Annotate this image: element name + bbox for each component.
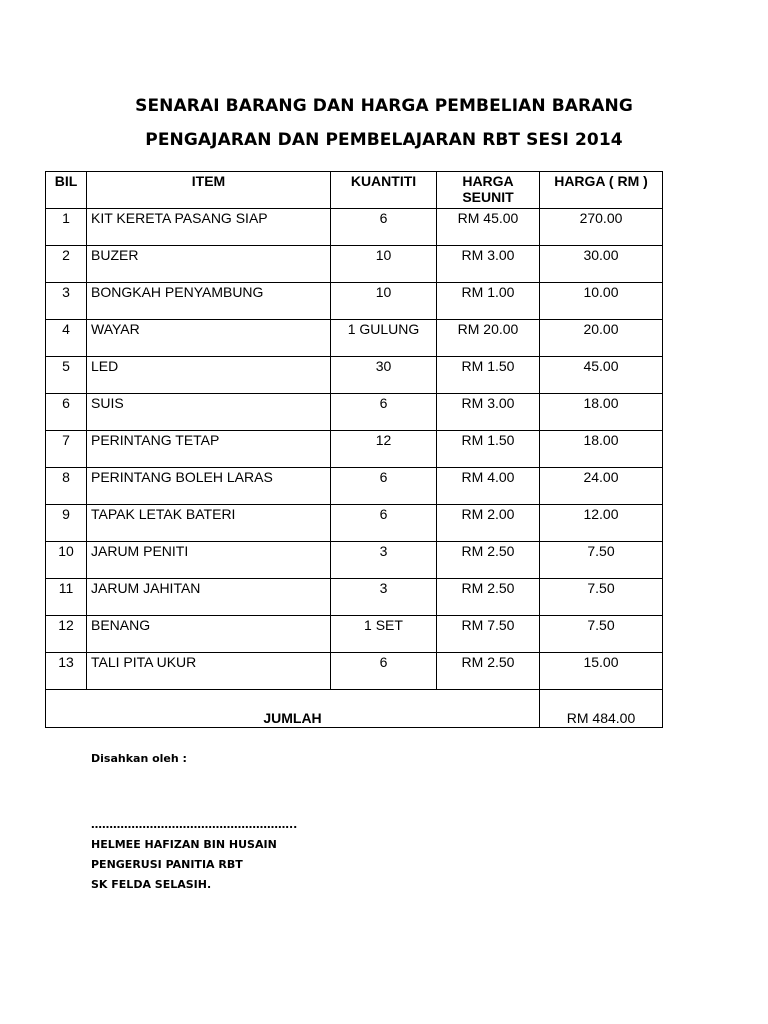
cell-kuantiti: 12: [331, 431, 437, 468]
cell-kuantiti: 3: [331, 542, 437, 579]
cell-harga-seunit: RM 2.50: [437, 653, 540, 690]
cell-harga: 15.00: [540, 653, 663, 690]
cell-harga: 270.00: [540, 209, 663, 246]
table-row: [46, 246, 663, 283]
table-row: [46, 468, 663, 505]
table-row: [46, 320, 663, 357]
cell-bil: 5: [46, 357, 87, 394]
table-header-row: [46, 172, 663, 209]
cell-harga: 24.00: [540, 468, 663, 505]
cell-harga: 20.00: [540, 320, 663, 357]
signature-block: [91, 815, 297, 895]
header-harga-seunit-line2: SEUNIT: [462, 189, 514, 205]
cell-kuantiti: 6: [331, 653, 437, 690]
cell-harga: 18.00: [540, 394, 663, 431]
cell-bil: 1: [46, 209, 87, 246]
cell-kuantiti: 6: [331, 209, 437, 246]
cell-harga-seunit: RM 2.00: [437, 505, 540, 542]
cell-item: WAYAR: [87, 320, 331, 357]
table-row: [46, 283, 663, 320]
header-item: ITEM: [87, 172, 331, 209]
cell-harga-seunit: RM 20.00: [437, 320, 540, 357]
cell-bil: 3: [46, 283, 87, 320]
cell-bil: 12: [46, 616, 87, 653]
cell-harga-seunit: RM 1.00: [437, 283, 540, 320]
cell-item: TAPAK LETAK BATERI: [87, 505, 331, 542]
cell-kuantiti: 10: [331, 283, 437, 320]
cell-item: LED: [87, 357, 331, 394]
header-kuantiti: KUANTITI: [331, 172, 437, 209]
approval-label: Disahkan oleh :: [91, 752, 187, 765]
cell-item: TALI PITA UKUR: [87, 653, 331, 690]
signatory-name: HELMEE HAFIZAN BIN HUSAIN: [91, 838, 277, 851]
cell-bil: 11: [46, 579, 87, 616]
total-label: JUMLAH: [46, 690, 540, 728]
signatory-position: PENGERUSI PANITIA RBT: [91, 858, 243, 871]
signature-line: ………………………………………………..: [91, 818, 298, 831]
cell-harga: 12.00: [540, 505, 663, 542]
cell-bil: 4: [46, 320, 87, 357]
table-row: [46, 431, 663, 468]
cell-harga: 10.00: [540, 283, 663, 320]
cell-kuantiti: 6: [331, 394, 437, 431]
cell-harga: 45.00: [540, 357, 663, 394]
cell-item: JARUM PENITI: [87, 542, 331, 579]
cell-kuantiti: 3: [331, 579, 437, 616]
cell-kuantiti: 6: [331, 468, 437, 505]
cell-item: PERINTANG BOLEH LARAS: [87, 468, 331, 505]
cell-bil: 10: [46, 542, 87, 579]
cell-harga-seunit: RM 4.00: [437, 468, 540, 505]
table-row: [46, 542, 663, 579]
cell-item: JARUM JAHITAN: [87, 579, 331, 616]
total-value: RM 484.00: [540, 690, 663, 728]
cell-bil: 2: [46, 246, 87, 283]
cell-harga-seunit: RM 3.00: [437, 394, 540, 431]
cell-bil: 13: [46, 653, 87, 690]
table-row: [46, 394, 663, 431]
cell-item: BENANG: [87, 616, 331, 653]
cell-harga-seunit: RM 2.50: [437, 579, 540, 616]
document-title-line-2: PENGAJARAN DAN PEMBELAJARAN RBT SESI 2014: [145, 130, 623, 150]
items-table: [45, 171, 663, 728]
cell-bil: 6: [46, 394, 87, 431]
cell-harga: 18.00: [540, 431, 663, 468]
cell-harga-seunit: RM 1.50: [437, 431, 540, 468]
cell-harga-seunit: RM 1.50: [437, 357, 540, 394]
cell-kuantiti: 10: [331, 246, 437, 283]
cell-bil: 9: [46, 505, 87, 542]
table-row: [46, 579, 663, 616]
cell-harga: 30.00: [540, 246, 663, 283]
cell-kuantiti: 1 SET: [331, 616, 437, 653]
table-row: [46, 209, 663, 246]
cell-item: KIT KERETA PASANG SIAP: [87, 209, 331, 246]
header-harga-seunit-line1: HARGA: [462, 173, 514, 189]
cell-bil: 7: [46, 431, 87, 468]
cell-item: BUZER: [87, 246, 331, 283]
header-harga-seunit: [437, 172, 540, 209]
cell-harga-seunit: RM 45.00: [437, 209, 540, 246]
table-row: [46, 357, 663, 394]
cell-harga-seunit: RM 2.50: [437, 542, 540, 579]
cell-kuantiti: 6: [331, 505, 437, 542]
header-harga: HARGA ( RM ): [540, 172, 663, 209]
table-row: [46, 505, 663, 542]
cell-item: PERINTANG TETAP: [87, 431, 331, 468]
cell-harga: 7.50: [540, 616, 663, 653]
total-row: [46, 690, 663, 728]
cell-harga-seunit: RM 3.00: [437, 246, 540, 283]
cell-harga-seunit: RM 7.50: [437, 616, 540, 653]
signatory-school: SK FELDA SELASIH.: [91, 878, 212, 891]
cell-bil: 8: [46, 468, 87, 505]
table-row: [46, 616, 663, 653]
document-title-line-1: SENARAI BARANG DAN HARGA PEMBELIAN BARANG: [135, 96, 633, 116]
cell-harga: 7.50: [540, 542, 663, 579]
cell-item: SUIS: [87, 394, 331, 431]
table-row: [46, 653, 663, 690]
cell-harga: 7.50: [540, 579, 663, 616]
cell-item: BONGKAH PENYAMBUNG: [87, 283, 331, 320]
cell-kuantiti: 30: [331, 357, 437, 394]
cell-kuantiti: 1 GULUNG: [331, 320, 437, 357]
header-bil: BIL: [46, 172, 87, 209]
